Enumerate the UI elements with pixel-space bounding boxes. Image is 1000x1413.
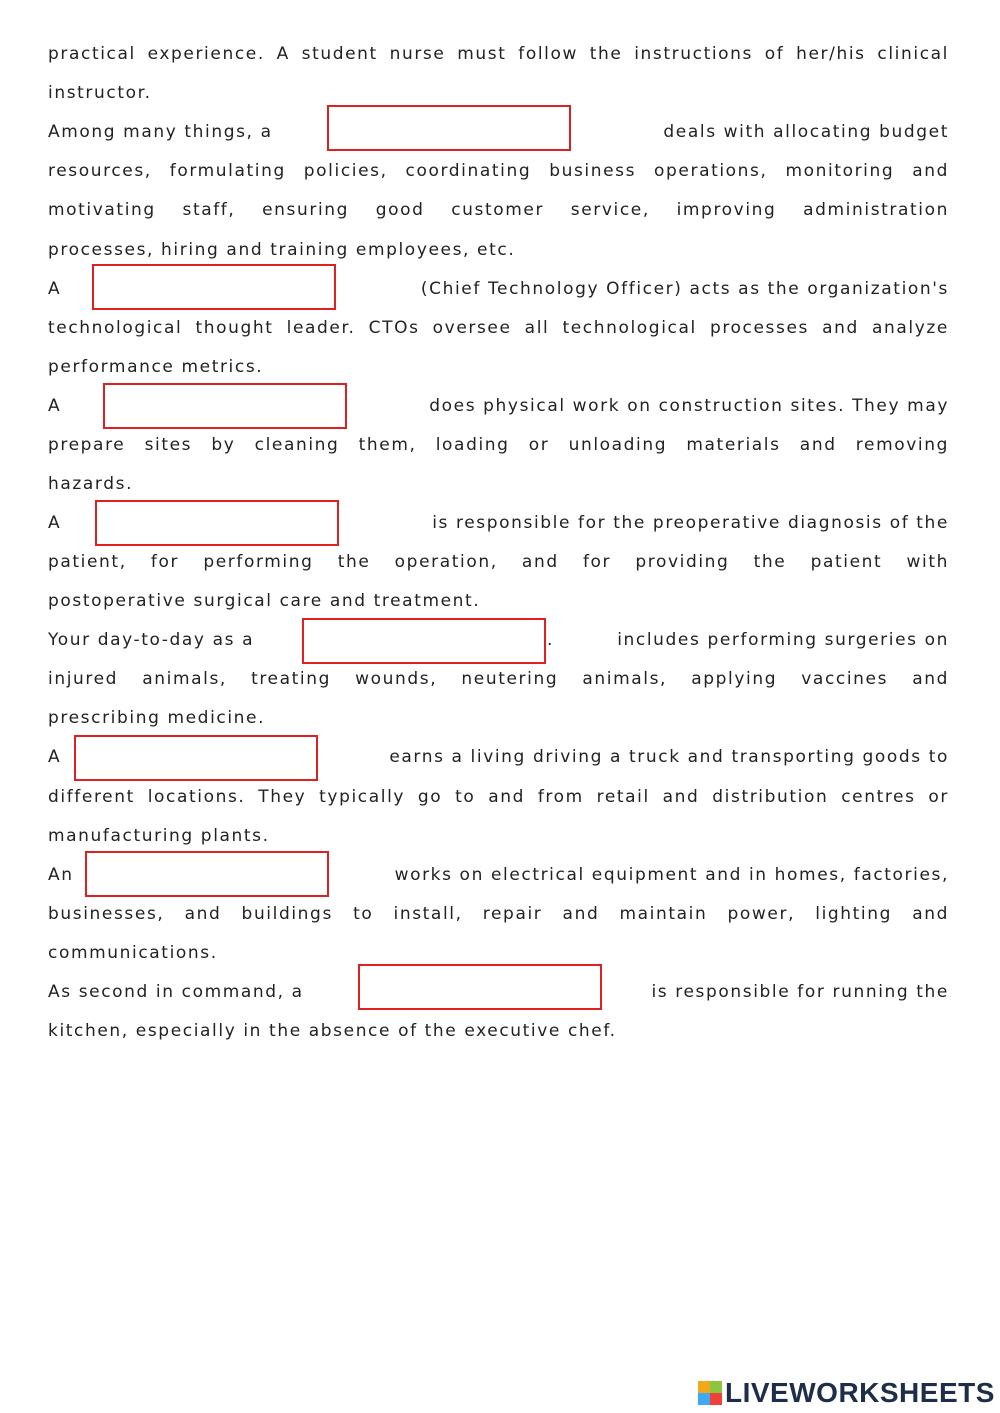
logo-mark-square [698, 1381, 710, 1393]
paragraph-4-line-2: prepare sites by cleaning them, loading or unloading materials and removing [48, 435, 949, 455]
paragraph-4-tail: does physical work on construction sites. They may [429, 396, 949, 416]
paragraph-7-lead: A [48, 747, 62, 767]
liveworksheets-mark-icon [698, 1381, 722, 1405]
paragraph-6-lead: Your day-to-day as a [48, 630, 255, 650]
paragraph-2-line-2: resources, formulating policies, coordinating business operations, monitoring and [48, 161, 949, 181]
paragraph-5-line-2: patient, for performing the operation, and for providing the patient with [48, 552, 949, 572]
paragraph-8-tail: works on electrical equipment and in homes, factories, [394, 865, 949, 885]
paragraph-8-lead: An [48, 865, 74, 885]
answer-blank-5[interactable] [302, 618, 546, 664]
paragraph-6-dot: . [547, 630, 555, 650]
paragraph-2-tail: deals with allocating budget [663, 122, 949, 142]
paragraph-7-line-3: manufacturing plants. [48, 826, 270, 846]
paragraph-2-line-4: processes, hiring and training employees, etc. [48, 240, 516, 260]
answer-blank-8[interactable] [358, 964, 602, 1010]
paragraph-6-line-3: prescribing medicine. [48, 708, 266, 728]
paragraph-3-tail: (Chief Technology Officer) acts as the organization's [420, 279, 949, 299]
paragraph-8-line-3: communications. [48, 943, 218, 963]
answer-blank-1[interactable] [327, 105, 571, 151]
paragraph-9-lead: As second in command, a [48, 982, 304, 1002]
paragraph-7-tail: earns a living driving a truck and transporting goods to [389, 747, 949, 767]
paragraph-8-line-2: businesses, and buildings to install, repair and maintain power, lighting and [48, 904, 949, 924]
logo-text: LIVEWORKSHEETS [725, 1377, 995, 1408]
paragraph-5-tail: is responsible for the preoperative diagnosis of the [432, 513, 949, 533]
paragraph-1-line-1: practical experience. A student nurse must follow the instructions of her/his clinical [48, 44, 949, 64]
paragraph-6-line-2: injured animals, treating wounds, neutering animals, applying vaccines and [48, 669, 949, 689]
logo-mark-square [698, 1393, 710, 1405]
logo-mark-square [710, 1393, 722, 1405]
paragraph-4-line-3: hazards. [48, 474, 134, 494]
paragraph-9-line-2: kitchen, especially in the absence of the executive chef. [48, 1021, 617, 1041]
paragraph-1-line-2: instructor. [48, 83, 152, 103]
paragraph-9-tail: is responsible for running the [651, 982, 949, 1002]
paragraph-2-line-3: motivating staff, ensuring good customer service, improving administration [48, 200, 949, 220]
answer-blank-2[interactable] [92, 264, 336, 310]
answer-blank-7[interactable] [85, 851, 329, 897]
paragraph-3-lead: A [48, 279, 62, 299]
paragraph-3-line-2: technological thought leader. CTOs oversee all technological processes and analyze [48, 318, 949, 338]
paragraph-5-line-3: postoperative surgical care and treatment. [48, 591, 481, 611]
paragraph-3-line-3: performance metrics. [48, 357, 264, 377]
paragraph-4-lead: A [48, 396, 62, 416]
answer-blank-4[interactable] [95, 500, 339, 546]
answer-blank-6[interactable] [74, 735, 318, 781]
paragraph-5-lead: A [48, 513, 62, 533]
paragraph-7-line-2: different locations. They typically go to and from retail and distribution centres or [48, 787, 949, 807]
paragraph-2-lead: Among many things, a [48, 122, 273, 142]
logo-mark-square [710, 1381, 722, 1393]
liveworksheets-logo [698, 1376, 995, 1410]
paragraph-6-tail: includes performing surgeries on [617, 630, 949, 650]
answer-blank-3[interactable] [103, 383, 347, 429]
